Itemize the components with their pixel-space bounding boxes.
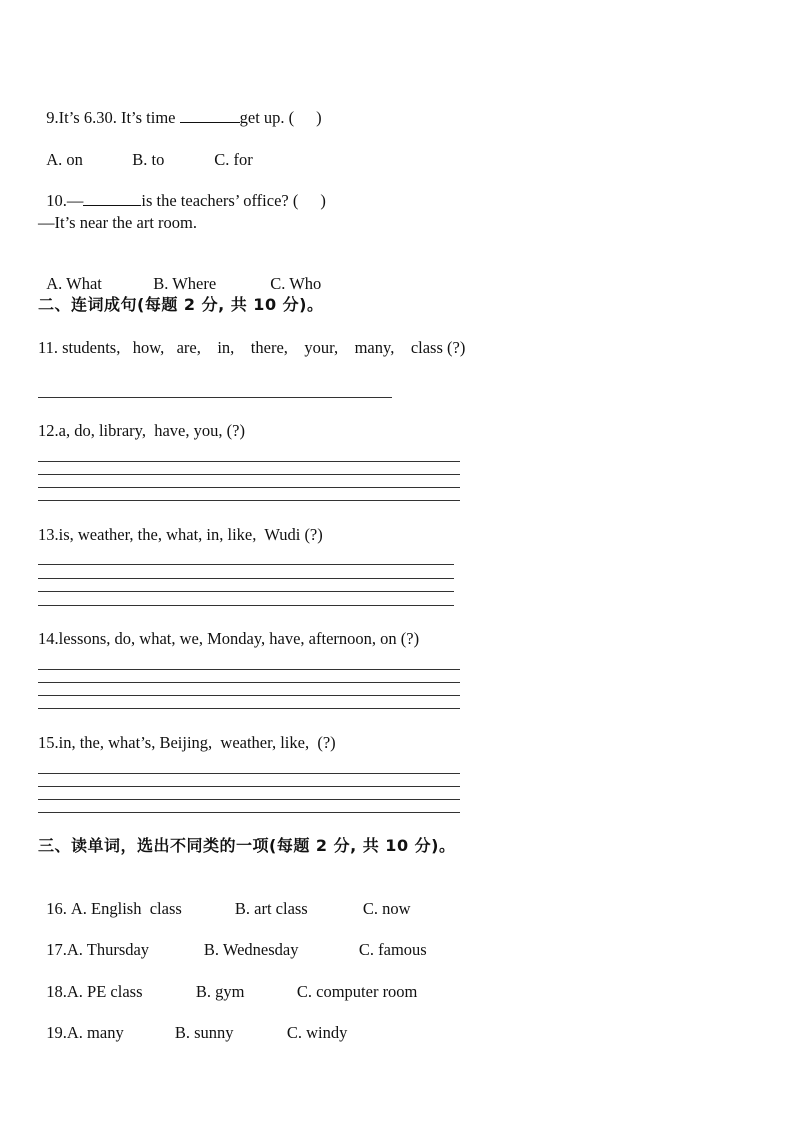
question-12: 12.a, do, library, have, you, (?) (38, 421, 245, 440)
question-16-option-b[interactable]: B. art class (234, 899, 308, 918)
question-9 (38, 88, 322, 128)
question-12-answer-line-1[interactable] (38, 461, 460, 462)
question-9-option-c[interactable]: C. for (214, 150, 253, 169)
question-13-answer-line-1[interactable] (38, 564, 454, 565)
question-14-answer-line-4[interactable] (38, 708, 460, 709)
question-11: 11. students, how, are, in, there, your, many, class (?) (38, 338, 466, 357)
question-19-option-c[interactable]: C. windy (286, 1023, 348, 1042)
question-18 (38, 962, 417, 1002)
section-2-heading: 二、连词成句(每题 2 分, 共 10 分)。 (38, 295, 324, 314)
question-18-option-b[interactable]: B. gym (195, 982, 245, 1001)
question-14-answer-line-2[interactable] (38, 682, 460, 683)
question-9-suffix: get up. ( (239, 108, 295, 127)
question-9-paren-close: ) (316, 108, 322, 127)
question-12-answer-line-4[interactable] (38, 500, 460, 501)
question-9-option-b[interactable]: B. to (132, 150, 165, 169)
question-10-blank[interactable] (83, 191, 141, 206)
question-9-prefix: 9.It’s 6.30. It’s time (46, 108, 180, 127)
question-18-number: 18. (46, 982, 67, 1001)
question-13-answer-line-4[interactable] (38, 605, 454, 606)
question-16 (38, 879, 411, 919)
question-15-answer-line-1[interactable] (38, 773, 460, 774)
question-17-number: 17. (46, 940, 67, 959)
question-15-answer-line-2[interactable] (38, 786, 460, 787)
question-18-option-c[interactable]: C. computer room (296, 982, 418, 1001)
question-10-answer-line: —It’s near the art room. (38, 213, 197, 232)
question-13-answer-line-3[interactable] (38, 591, 454, 592)
question-14-answer-line-3[interactable] (38, 695, 460, 696)
question-19-number: 19. (46, 1023, 67, 1042)
question-14-answer-line-1[interactable] (38, 669, 460, 670)
question-12-answer-line-2[interactable] (38, 474, 460, 475)
question-13-answer-line-2[interactable] (38, 578, 454, 579)
question-10-suffix: is the teachers’ office? ( (141, 191, 299, 210)
question-9-blank[interactable] (180, 108, 240, 123)
question-13: 13.is, weather, the, what, in, like, Wudi (?) (38, 525, 323, 544)
question-19-option-a[interactable]: A. many (66, 1023, 124, 1042)
question-14: 14.lessons, do, what, we, Monday, have, afternoon, on (?) (38, 629, 420, 648)
question-18-option-a[interactable]: A. PE class (66, 982, 143, 1001)
question-10-option-c[interactable]: C. Who (270, 274, 322, 293)
question-12-answer-line-3[interactable] (38, 487, 460, 488)
question-17-option-c[interactable]: C. famous (358, 940, 427, 959)
question-15: 15.in, the, what’s, Beijing, weather, like, (?) (38, 733, 336, 752)
question-15-answer-line-4[interactable] (38, 812, 460, 813)
question-10-option-a[interactable]: A. What (46, 274, 102, 293)
question-17-option-b[interactable]: B. Wednesday (203, 940, 299, 959)
question-17 (38, 920, 427, 960)
section-3-heading: 三、读单词，选出不同类的一项(每题 2 分, 共 10 分)。 (38, 836, 456, 855)
question-9-options (38, 130, 253, 170)
question-15-answer-line-3[interactable] (38, 799, 460, 800)
question-10-paren-close: ) (320, 191, 326, 210)
question-16-option-a[interactable]: A. English class (70, 899, 182, 918)
question-10 (38, 171, 326, 211)
question-10-options (38, 254, 321, 294)
question-19 (38, 1003, 347, 1043)
question-19-option-b[interactable]: B. sunny (174, 1023, 234, 1042)
question-16-number: 16. (46, 899, 67, 918)
question-11-answer-line[interactable] (38, 397, 392, 398)
question-10-prefix: 10.— (46, 191, 84, 210)
question-17-option-a[interactable]: A. Thursday (66, 940, 150, 959)
question-16-option-c[interactable]: C. now (362, 899, 411, 918)
question-10-option-b[interactable]: B. Where (153, 274, 217, 293)
question-9-option-a[interactable]: A. on (46, 150, 83, 169)
